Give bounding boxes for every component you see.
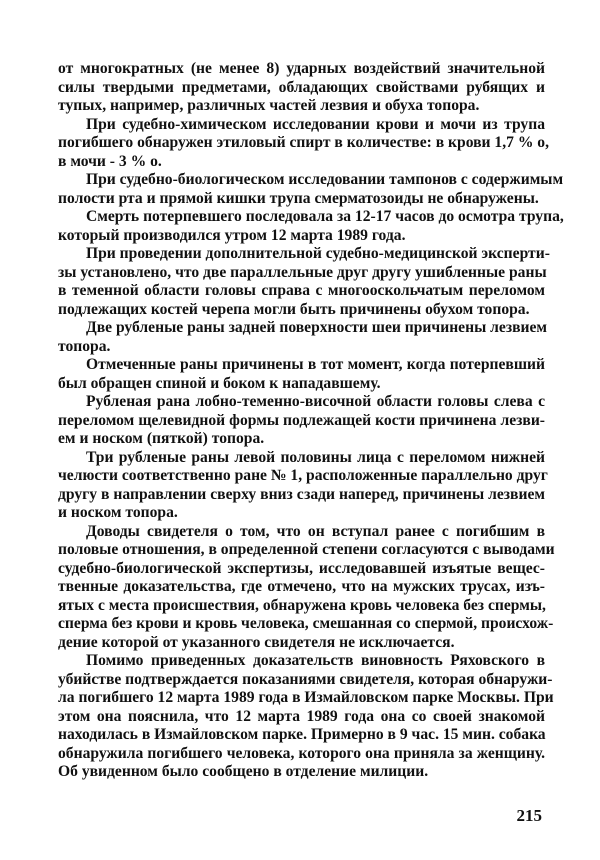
- text-line: погибшего обнаружен этиловый спирт в количестве: в крови 1,7 % о,: [58, 134, 550, 151]
- text-line: Смерть потерпевшего последовала за 12-17 часов до осмотра трупа,: [86, 208, 564, 225]
- paragraph: [58, 522, 555, 653]
- paragraph: [58, 393, 545, 449]
- text-line: ятых с места происшествия, обнаружена кровь человека без спермы,: [58, 596, 546, 614]
- text-line: обнаружила погибшего человека, которого она приняла за женщину.: [58, 744, 545, 762]
- text-line: силы твердыми предметами, обладающих свойствами рубящих и: [58, 78, 545, 96]
- text-line: Об увиденном было сообщено в отделение милиции.: [58, 763, 429, 780]
- text-line: челюсти соответственно ране № 1, расположенные параллельно друг: [58, 467, 548, 484]
- paragraph: [58, 319, 548, 356]
- text-line: дение которой от указанного свидетеля не исключается.: [58, 633, 455, 651]
- text-line: был обращен спиной и боком к нападавшему.: [58, 374, 381, 392]
- text-line: полости рта и прямой кишки трупа смерматозоиды не обнаружены.: [58, 189, 539, 207]
- text-line: Рубленая рана лобно-теменно-височной области головы слева с: [86, 393, 545, 410]
- text-line: тупых, например, различных частей лезвия и обуха топора.: [58, 97, 480, 114]
- text-line: переломом щелевидной формы подлежащей кости причинена лезви-: [58, 411, 545, 429]
- text-line: который производился утром 12 марта 1989 года.: [58, 226, 406, 244]
- text-line: Помимо приведенных доказательств виновность Ряховского в: [86, 652, 545, 669]
- page-body: [58, 60, 564, 782]
- text-line: зы установлено, что две параллельные друг другу ушибленные раны: [58, 263, 547, 281]
- text-line: в теменной области головы справа с многооскольчатым переломом: [58, 282, 545, 299]
- text-line: от многократных (не менее 8) ударных воздействий значительной: [58, 60, 545, 77]
- text-line: другу в направлении сверху вниз сзади наперед, причинены лезвием: [58, 485, 545, 503]
- paragraph: [58, 60, 545, 116]
- text-line: ла погибшего 12 марта 1989 года в Измайловском парке Москвы. При: [58, 689, 554, 706]
- text-line: в мочи - 3 % о.: [58, 152, 162, 170]
- text-line: и носком топора.: [58, 504, 178, 521]
- text-line: Отмеченные раны причинены в тот момент, когда потерпевший: [86, 356, 545, 373]
- text-line: ем и носком (пяткой) топора.: [58, 430, 265, 447]
- text-line: убийстве подтверждается показаниями свидетеля, которая обнаружи-: [58, 670, 553, 688]
- text-line: подлежащих костей черепа могли быть причинены обухом топора.: [58, 300, 530, 318]
- text-line: Две рубленые раны задней поверхности шеи причинены лезвием: [86, 319, 548, 336]
- paragraph: [58, 356, 545, 393]
- paragraph: [58, 115, 550, 172]
- text-line: судебно-биологической экспертизы, исследовавшей изъятые вещес-: [58, 559, 545, 577]
- paragraph: [58, 652, 554, 782]
- paragraph: [58, 245, 550, 319]
- text-line: топора.: [58, 337, 111, 355]
- text-line: При проведении дополнительной судебно-медицинской эксперти-: [86, 245, 550, 262]
- text-line: При судебно-биологическом исследовании тампонов с содержимым: [86, 171, 564, 188]
- paragraph: [58, 171, 564, 208]
- text-line: твенные доказательства, где отмечено, что на мужских трусах, изъ-: [58, 578, 545, 595]
- paragraph: [58, 208, 564, 245]
- text-line: половые отношения, в определенной степени согласуются с выводами: [58, 541, 555, 558]
- text-line: Доводы свидетеля о том, что он вступал ранее с погибшим в: [86, 522, 545, 540]
- text-line: При судебно-химическом исследовании крови и мочи из трупа: [86, 115, 545, 133]
- paragraph: [58, 448, 548, 523]
- text-line: сперма без крови и кровь человека, смешанная со спермой, происхож-: [58, 615, 554, 632]
- page-number: 215: [516, 806, 542, 825]
- text-line: Три рубленые раны левой половины лица с переломом нижней: [86, 448, 545, 466]
- text-line: этом она пояснила, что 12 марта 1989 года она со своей знакомой: [58, 707, 545, 725]
- text-line: находилась в Измайловском парке. Примерно в 9 час. 15 мин. собака: [58, 726, 546, 743]
